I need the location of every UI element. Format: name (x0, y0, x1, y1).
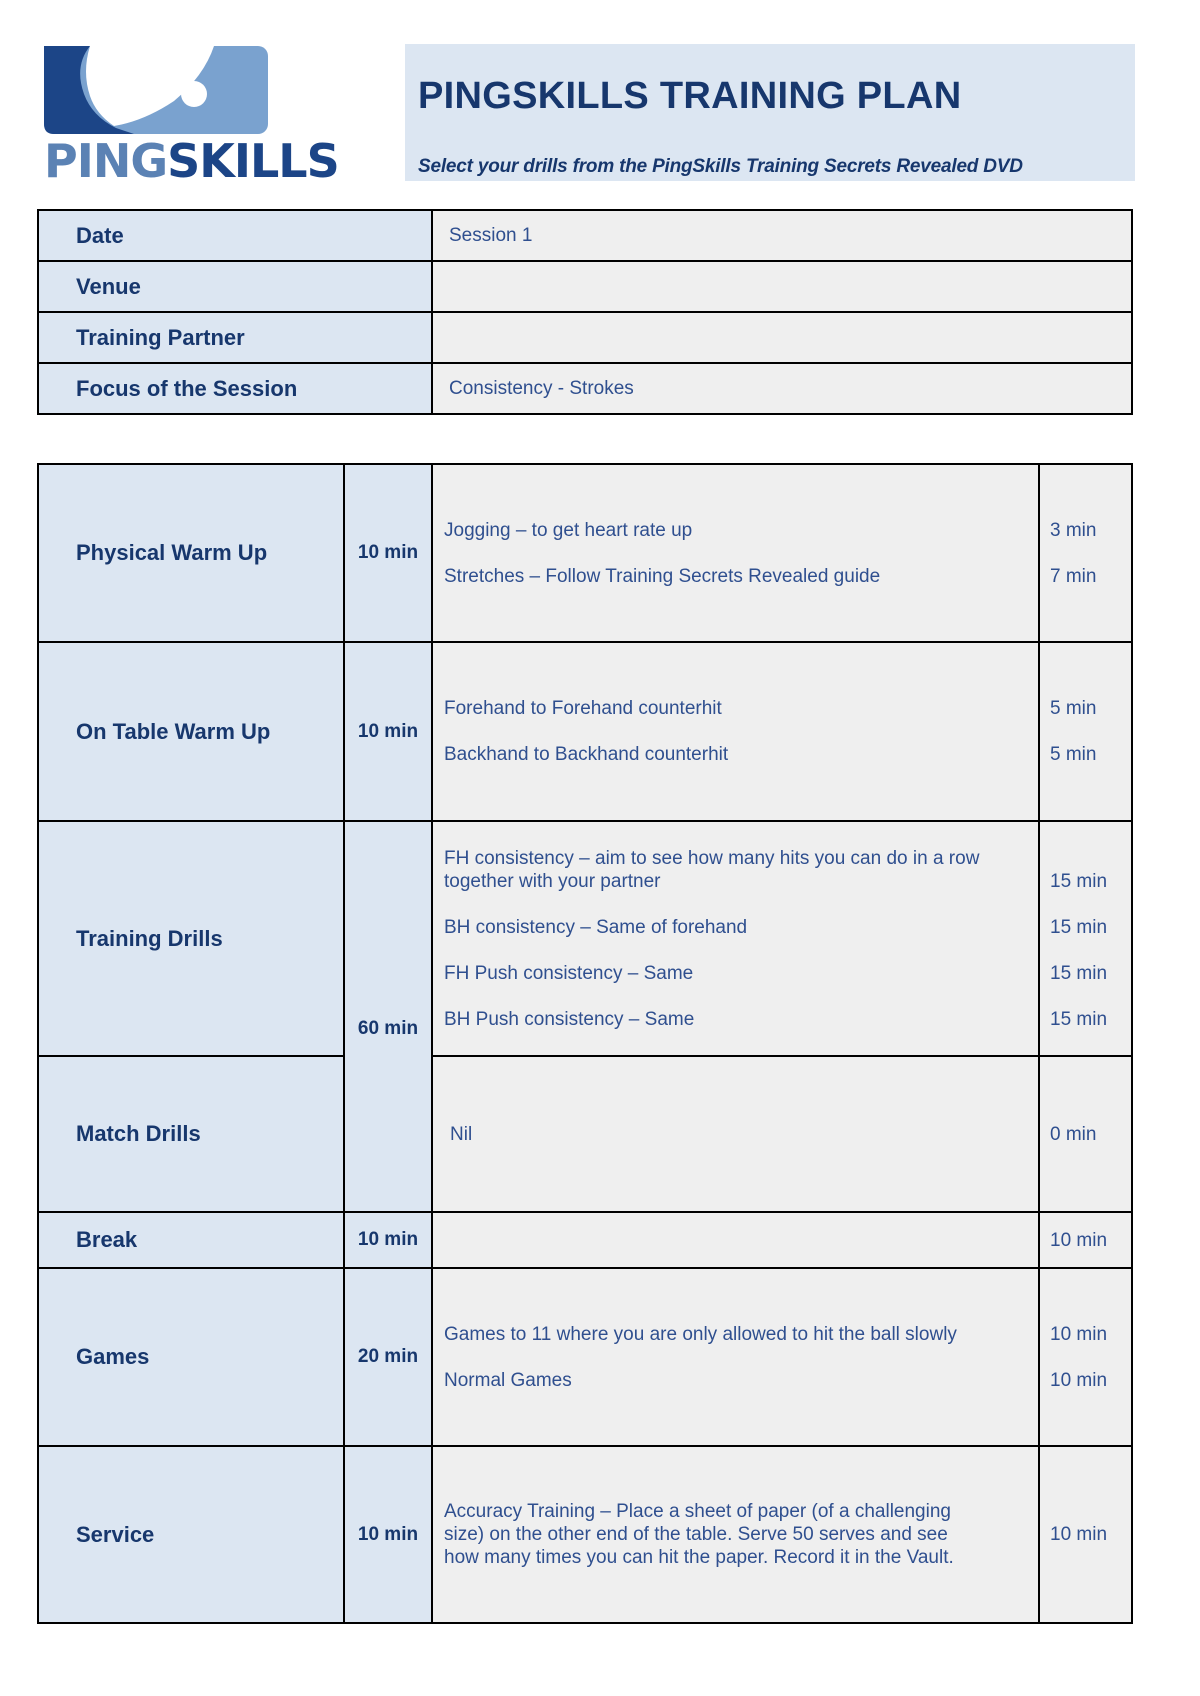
session-info-table (37, 209, 1133, 415)
category-duration: 10 min (344, 1446, 432, 1623)
info-label-venue: Venue (38, 261, 432, 312)
category-duration: 10 min (344, 642, 432, 821)
row-match-drills (38, 1056, 1132, 1212)
row-service (38, 1446, 1132, 1623)
activity-mins: 0 min (1050, 1123, 1097, 1145)
activity-text: Jogging – to get heart rate up (444, 519, 693, 541)
category-label: Break (38, 1212, 344, 1268)
activity-minutes (1039, 1268, 1132, 1446)
activity-text: Games to 11 where you are only allowed to hit the ball slowly (444, 1323, 957, 1345)
activity-mins: 15 min (1050, 870, 1108, 892)
activity-text: FH Push consistency – Same (444, 962, 694, 984)
activity-text: BH consistency – Same of forehand (444, 916, 748, 938)
pingskills-logo (44, 46, 339, 188)
logo-text-skills: SKILLS (167, 134, 339, 188)
category-duration: 20 min (344, 1268, 432, 1446)
info-label-date: Date (38, 210, 432, 261)
activity-mins: 5 min (1050, 698, 1097, 719)
activity-minutes (1039, 1446, 1132, 1623)
activity-list (432, 1056, 1039, 1212)
activity-mins: 15 min (1050, 962, 1108, 984)
activity-text: how many times you can hit the paper. Record it in the Vault. (444, 1547, 954, 1568)
category-label: On Table Warm Up (38, 642, 344, 821)
activity-mins: 15 min (1050, 1008, 1108, 1030)
activity-minutes (1039, 464, 1132, 642)
info-value-date[interactable]: Session 1 (432, 210, 1132, 261)
category-label: Training Drills (38, 821, 344, 1056)
row-physical-warm-up (38, 464, 1132, 642)
page-subtitle: Select your drills from the PingSkills Training Secrets Revealed DVD (418, 156, 1023, 177)
info-label-partner: Training Partner (38, 312, 432, 363)
category-duration: 10 min (344, 464, 432, 642)
activity-text: Nil (450, 1123, 473, 1145)
activity-mins: 5 min (1050, 744, 1097, 765)
activity-minutes (1039, 821, 1132, 1056)
activity-list (432, 642, 1039, 821)
info-label-focus: Focus of the Session (38, 363, 432, 414)
activity-list (432, 1268, 1039, 1446)
activity-list (432, 1212, 1039, 1268)
activity-minutes (1039, 1056, 1132, 1212)
activity-text: Normal Games (444, 1369, 572, 1391)
activity-text: FH consistency – aim to see how many hits you can do in a row (444, 847, 980, 869)
activity-mins: 7 min (1050, 565, 1097, 587)
activity-minutes (1039, 642, 1132, 821)
activity-mins: 10 min (1050, 1323, 1108, 1345)
activity-text: together with your partner (444, 870, 661, 892)
activity-list (432, 1446, 1039, 1623)
row-on-table-warm-up (38, 642, 1132, 821)
info-row-date (38, 210, 1132, 261)
activity-text: BH Push consistency – Same (444, 1008, 695, 1030)
activity-text: Backhand to Backhand counterhit (444, 744, 729, 765)
row-training-drills (38, 821, 1132, 1056)
activity-mins: 10 min (1050, 1524, 1108, 1545)
training-plan-table (37, 463, 1133, 1624)
header-banner (405, 44, 1135, 181)
info-row-focus (38, 363, 1132, 414)
info-row-partner (38, 312, 1132, 363)
logo-wordmark (44, 134, 339, 188)
activity-mins: 10 min (1050, 1369, 1108, 1391)
row-break (38, 1212, 1132, 1268)
activity-text: Accuracy Training – Place a sheet of paper (of a challenging (444, 1501, 951, 1522)
drills-duration: 60 min (344, 821, 432, 1212)
activity-mins: 3 min (1050, 519, 1097, 541)
activity-minutes (1039, 1212, 1132, 1268)
category-label: Match Drills (38, 1056, 344, 1212)
category-label: Physical Warm Up (38, 464, 344, 642)
activity-list (432, 464, 1039, 642)
logo-graphic-icon (44, 46, 268, 136)
info-value-venue[interactable] (432, 261, 1132, 312)
category-duration: 10 min (344, 1212, 432, 1268)
activity-mins: 15 min (1050, 916, 1108, 938)
category-label: Games (38, 1268, 344, 1446)
activity-mins: 10 min (1050, 1229, 1108, 1251)
info-value-partner[interactable] (432, 312, 1132, 363)
activity-text: Stretches – Follow Training Secrets Revealed guide (444, 565, 881, 587)
info-row-venue (38, 261, 1132, 312)
info-value-focus[interactable]: Consistency - Strokes (432, 363, 1132, 414)
activity-text: Forehand to Forehand counterhit (444, 698, 722, 719)
activity-text: size) on the other end of the table. Serve 50 serves and see (444, 1524, 948, 1545)
category-label: Service (38, 1446, 344, 1623)
activity-list (432, 821, 1039, 1056)
row-games (38, 1268, 1132, 1446)
logo-text-ping: PING (44, 134, 168, 188)
page-title: PINGSKILLS TRAINING PLAN (418, 75, 962, 117)
